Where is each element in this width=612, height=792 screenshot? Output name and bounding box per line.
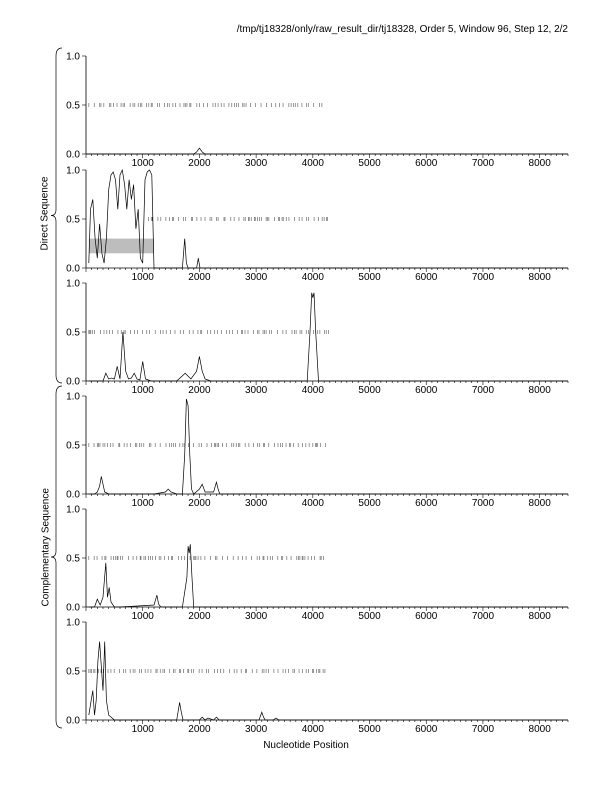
x-tick-label: 3000 <box>244 724 268 735</box>
y-tick-label: 1.0 <box>66 165 80 177</box>
x-tick-label: 2000 <box>188 385 211 396</box>
x-tick-label: 1000 <box>131 724 154 735</box>
x-tick-label: 6000 <box>415 724 438 735</box>
x-tick-label: 7000 <box>471 158 495 169</box>
series-line <box>89 293 568 381</box>
x-tick-label: 3000 <box>244 272 268 283</box>
y-tick-label: 1.0 <box>66 278 80 290</box>
x-tick-label: 4000 <box>301 724 324 735</box>
x-axis-title: Nucleotide Position <box>263 740 349 751</box>
y-tick-label: 0.0 <box>66 263 80 275</box>
x-tick-label: 5000 <box>358 724 381 735</box>
y-tick-label: 1.0 <box>66 617 80 629</box>
x-tick-label: 8000 <box>528 498 551 509</box>
x-tick-label: 7000 <box>471 385 495 396</box>
x-tick-label: 1000 <box>131 498 154 509</box>
x-tick-label: 3000 <box>244 611 268 622</box>
x-tick-label: 4000 <box>301 611 324 622</box>
x-tick-label: 4000 <box>301 385 324 396</box>
header-title: /tmp/tj18328/only/raw_result_dir/tj18328, Order 5, Window 96, Step 12, 2/2 <box>236 24 568 35</box>
x-tick-label: 4000 <box>301 158 324 169</box>
series-line <box>86 148 568 154</box>
x-tick-label: 1000 <box>131 611 154 622</box>
x-tick-label: 2000 <box>188 498 211 509</box>
x-tick-label: 7000 <box>471 724 495 735</box>
x-tick-label: 6000 <box>415 498 438 509</box>
y-tick-label: 0.0 <box>66 602 80 614</box>
y-tick-label: 1.0 <box>66 391 80 403</box>
y-tick-label: 0.5 <box>66 553 80 565</box>
y-tick-label: 0.5 <box>66 440 80 452</box>
brace-direct <box>51 48 62 383</box>
y-tick-label: 0.5 <box>66 327 80 339</box>
x-tick-label: 3000 <box>244 385 268 396</box>
x-tick-label: 8000 <box>528 158 551 169</box>
x-tick-label: 5000 <box>358 498 381 509</box>
x-tick-label: 3000 <box>244 498 268 509</box>
y-tick-label: 1.0 <box>66 504 80 516</box>
x-tick-label: 2000 <box>188 158 211 169</box>
x-tick-label: 8000 <box>528 611 551 622</box>
y-tick-label: 0.0 <box>66 715 80 727</box>
x-tick-label: 7000 <box>471 611 495 622</box>
y-tick-label: 0.5 <box>66 214 80 226</box>
x-tick-label: 1000 <box>131 385 154 396</box>
x-tick-label: 8000 <box>528 272 551 283</box>
y-tick-label: 0.5 <box>66 100 80 112</box>
series-line <box>89 642 568 720</box>
x-tick-label: 6000 <box>415 272 438 283</box>
y-tick-label: 0.5 <box>66 666 80 678</box>
x-tick-label: 5000 <box>358 385 381 396</box>
brace-complementary <box>51 386 62 728</box>
group-label-direct: Direct Sequence <box>39 176 51 251</box>
x-tick-label: 3000 <box>244 158 268 169</box>
x-tick-label: 6000 <box>415 611 438 622</box>
x-tick-label: 5000 <box>358 611 381 622</box>
y-tick-label: 0.0 <box>66 376 80 388</box>
y-tick-label: 0.0 <box>66 149 80 161</box>
x-tick-label: 7000 <box>471 498 495 509</box>
x-tick-label: 4000 <box>301 498 324 509</box>
series-line <box>89 399 568 494</box>
x-tick-label: 4000 <box>301 272 324 283</box>
x-tick-label: 1000 <box>131 272 154 283</box>
x-tick-label: 5000 <box>358 272 381 283</box>
x-tick-label: 2000 <box>188 611 211 622</box>
x-tick-label: 1000 <box>131 158 154 169</box>
series-line <box>89 544 568 607</box>
x-tick-label: 6000 <box>415 385 438 396</box>
y-tick-label: 0.0 <box>66 489 80 501</box>
x-tick-label: 6000 <box>415 158 438 169</box>
x-tick-label: 7000 <box>471 272 495 283</box>
x-tick-label: 5000 <box>358 158 381 169</box>
x-tick-label: 2000 <box>188 724 211 735</box>
y-tick-label: 1.0 <box>66 51 80 63</box>
x-tick-label: 2000 <box>188 272 211 283</box>
x-tick-label: 8000 <box>528 724 551 735</box>
x-tick-label: 8000 <box>528 385 551 396</box>
group-label-complementary: Complementary Sequence <box>40 488 52 607</box>
